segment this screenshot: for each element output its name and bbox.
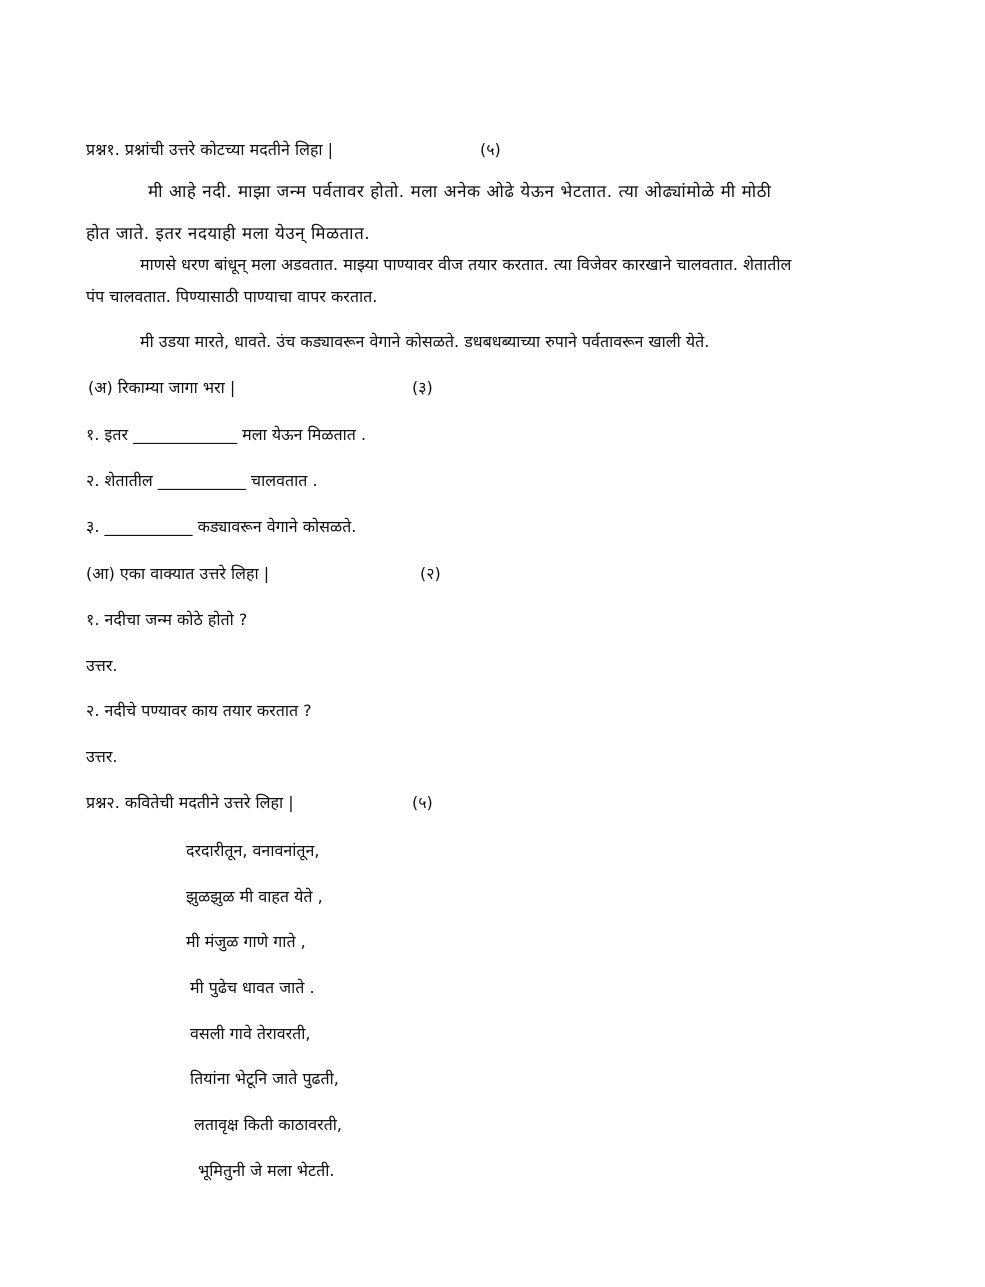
passage-line: माणसे धरण बांधून् मला अडवतात. माझ्या पाण्यावर वीज तयार करतात. त्या विजेवर कारखाने चालवतात. शेतातील (140, 255, 792, 274)
question-2-marks: (५) (412, 793, 433, 812)
section-b-marks: (२) (420, 564, 441, 583)
poem-line: वसली गावे तेरावरती, (190, 1024, 311, 1043)
question-1-marks: (५) (480, 140, 501, 159)
short-answer-question: २. नदीचे पण्यावर काय तयार करतात ? (86, 701, 312, 720)
section-a-heading: (अ) रिकाम्या जागा भरा | (88, 378, 236, 397)
passage-line: होत जाते. इतर नदयाही मला येउन् मिळतात. (86, 224, 371, 244)
fill-blank-item: २. शेतातील ___________ चालवतात . (86, 471, 318, 490)
answer-label: उत्तर. (86, 656, 118, 675)
fill-blank-item: ३. ___________ कड्यावरून वेगाने कोसळते. (86, 517, 357, 536)
poem-line: झुळझुळ मी वाहत येते , (186, 887, 323, 906)
poem-line: लतावृक्ष किती काठावरती, (194, 1115, 343, 1134)
fill-blank-item: १. इतर _____________ मला येऊन मिळतात . (86, 425, 367, 444)
poem-line: दरदारीतून, वनावनांतून, (186, 841, 320, 860)
question-1-heading: प्रश्न१. प्रश्नांची उत्तरे कोटच्या मदतीने लिहा | (86, 140, 334, 159)
section-b-heading: (आ) एका वाक्यात उत्तरे लिहा | (86, 564, 270, 583)
poem-line: भूमितुनी जे मला भेटती. (198, 1161, 335, 1180)
poem-line: तियांना भेटूनि जाते पुढती, (190, 1069, 339, 1088)
poem-line: मी पुढेच धावत जाते . (190, 978, 315, 997)
passage-line: मी आहे नदी. माझा जन्म पर्वतावर होतो. मला अनेक ओढे येऊन भेटतात. त्या ओढ्यांमोळे मी मोठी (148, 182, 772, 202)
passage-line: पंप चालवतात. पिण्यासाठी पाण्याचा वापर करतात. (86, 287, 378, 306)
passage-line: मी उडया मारते, धावते. उंच कड्यावरून वेगाने कोसळते. डधबधब्याच्या रुपाने पर्वतावरून खाली येते. (140, 332, 710, 351)
poem-line: मी मंजुळ गाणे गाते , (186, 932, 306, 951)
section-a-marks: (३) (412, 378, 433, 397)
short-answer-question: १. नदीचा जन्म कोठे होतो ? (86, 610, 248, 629)
question-2-heading: प्रश्न२. कवितेची मदतीने उत्तरे लिहा | (86, 793, 294, 812)
answer-label: उत्तर. (86, 747, 118, 766)
